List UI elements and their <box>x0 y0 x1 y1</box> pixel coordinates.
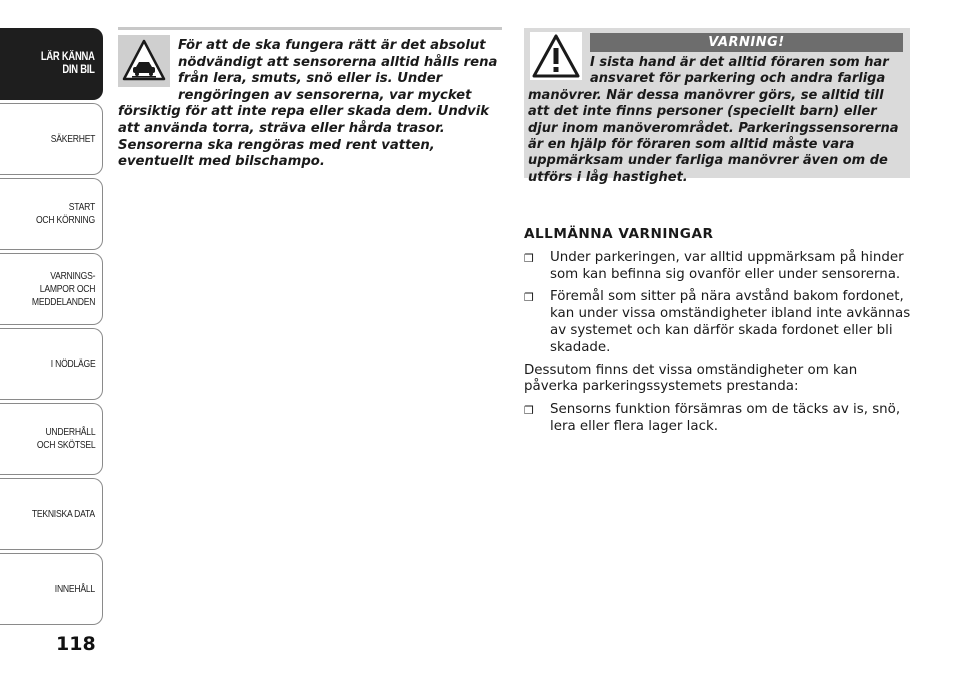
section-title: ALLMÄNNA VARNINGAR <box>524 226 714 242</box>
tab-label: I NÖDLÄGE <box>50 357 95 370</box>
tab-lar-kanna-din-bil[interactable] <box>0 28 103 100</box>
tab-label: LÄR KÄNNA DIN BIL <box>41 51 95 76</box>
list-item-text: Under parkeringen, var alltid uppmärksam på hinder som kan befinna sig ovanför eller under sensorerna. <box>550 249 904 282</box>
list-item-text: Sensorns funktion försämras om de täcks av is, snö, lera eller flera lager lack. <box>550 402 901 434</box>
tab-start-och-korning[interactable] <box>0 178 103 250</box>
tab-label: SÄKERHET <box>50 132 95 145</box>
page-number: 118 <box>56 633 96 655</box>
tab-label: TEKNISKA DATA <box>32 507 95 520</box>
checkbox-bullet-icon: ❒ <box>524 404 534 418</box>
warning-header: VARNING! <box>590 33 903 52</box>
list-item <box>524 250 914 284</box>
checkbox-bullet-icon: ❒ <box>524 291 534 305</box>
note-top-rule <box>118 27 502 30</box>
tab-label: UNDERHÅLL OCH SKÖTSEL <box>36 426 95 451</box>
list-item-text: Föremål som sitter på nära avstånd bakom fordonet, kan under vissa omständigheter ibland inte avkännas av systemet och kan därför skada fordonet eller bli skadade. <box>550 289 911 355</box>
body-paragraph: Dessutom finns det vissa omständigheter om kan påverka parkeringssystemets prestanda: <box>524 362 858 395</box>
checkbox-bullet-icon: ❒ <box>524 251 534 265</box>
tab-varningslampor[interactable] <box>0 253 103 325</box>
list-item <box>524 289 914 356</box>
list-item <box>524 402 914 436</box>
tab-label: INNEHÅLL <box>54 582 95 595</box>
tab-label: VARNINGS- LAMPOR OCH MEDDELANDEN <box>31 269 95 308</box>
tab-underhall-och-skotsel[interactable] <box>0 403 103 475</box>
warning-box <box>524 28 910 185</box>
tab-tekniska-data[interactable] <box>0 478 103 550</box>
tab-innehall[interactable] <box>0 553 103 625</box>
tab-sakerhet[interactable] <box>0 103 103 175</box>
tab-label: START OCH KÖRNING <box>35 201 95 226</box>
tab-i-nodlage[interactable] <box>0 328 103 400</box>
warning-text: I sista hand är det alltid föraren som har ansvaret för parkering och andra farliga manövrer. När dessa manövrer görs, se alltid till att det inte finns personer (speciellt barn) eller djur inom manöverområdet. Parkeringssensorerna är en hjälp för föraren som alltid måste vara uppmärksam under farliga manövrer även om de utförs i låg hastighet. <box>528 55 899 185</box>
note-text: För att de ska fungera rätt är det absolut nödvändigt att sensorerna alltid hålls rena från lera, smuts, snö eller is. Under rengöringen av sensorerna, var mycket försiktig för att inte repa eller skada dem. Undvik att använda torra, sträva eller hårda trasor. Sensorerna ska rengöras med rent vatten, eventuellt med bilschampo. <box>118 38 498 170</box>
general-warnings-section <box>524 226 914 442</box>
